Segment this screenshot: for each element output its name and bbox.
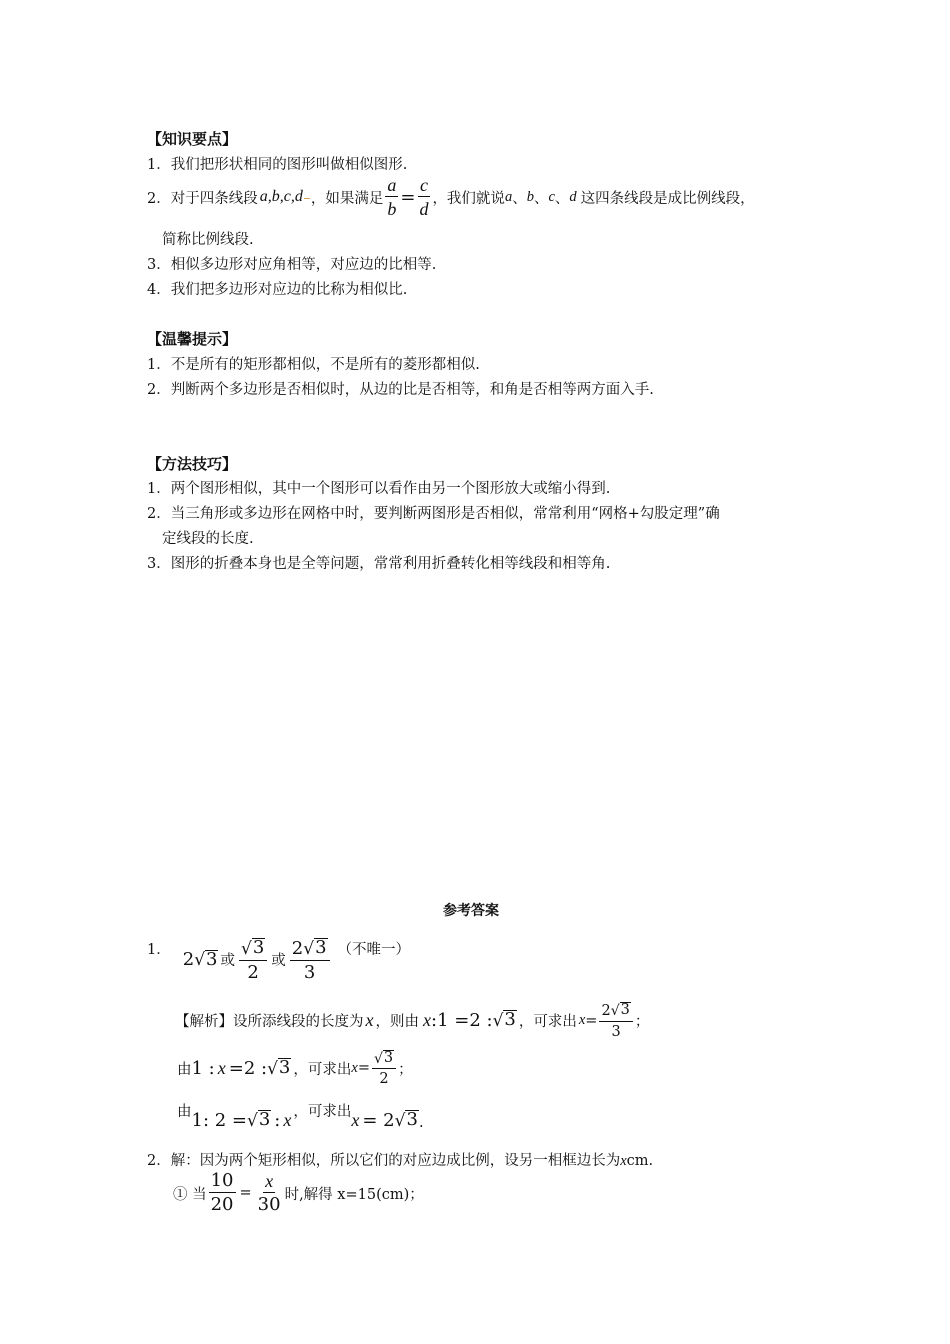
equation-2: 1 : x =2 : √ 3	[191, 1056, 291, 1079]
denominator: 30	[257, 1194, 281, 1215]
answer-1-values	[147, 938, 410, 982]
tips-heading: 【温馨提示】	[147, 330, 238, 348]
numerator: 10	[210, 1170, 234, 1191]
methods-item-3: 3．图形的折叠本身也是全等问题，常常利用折叠转化相等线段和相等角.	[147, 556, 611, 572]
knowledge-heading: 【知识要点】	[147, 130, 238, 148]
can-get: ，可求出	[518, 1014, 577, 1031]
equation-3: 1: 2 = √ 3 : x	[191, 1109, 292, 1131]
methods-item-2: 2．当三角形或多边形在网格中时，要判断两图形是否相似，常常利用“网格+勾股定理”确	[147, 506, 720, 522]
proportion-fraction-right	[417, 176, 430, 218]
equation-part: 1 :	[191, 1057, 215, 1079]
knowledge-item-2	[147, 176, 755, 218]
proportion-fraction-left	[385, 176, 398, 218]
radicand: 3	[258, 1109, 271, 1131]
sep-2: 、	[533, 190, 549, 207]
or-2: 或	[271, 953, 286, 970]
equation-1: x:1 =2 : √ 3	[423, 1009, 516, 1032]
knowledge-item-2-suffix-2: 这四条线段是成比例线段，	[580, 190, 755, 207]
analysis-text: 设所添线段的长度为	[233, 1014, 364, 1031]
var-b: b	[526, 188, 534, 205]
fraction-numerator-a: a	[387, 175, 397, 195]
or-1: 或	[220, 953, 235, 970]
tips-item-1: 1．不是所有的矩形都相似，不是所有的菱形都相似.	[147, 357, 480, 373]
sep-3: 、	[554, 190, 570, 207]
fraction-10-over-20	[209, 1172, 236, 1214]
fraction-x-over-30	[256, 1172, 283, 1214]
answer-2-case-1	[173, 1172, 424, 1214]
equals: =	[585, 1012, 598, 1029]
denominator: 2	[247, 961, 259, 983]
sep-1: 、	[512, 190, 527, 207]
answer-1-step-2	[177, 1050, 413, 1087]
then-from: ，则由	[375, 1014, 419, 1031]
radicand: 3	[315, 937, 327, 958]
answers-title: 参考答案	[443, 903, 499, 919]
knowledge-item-2-continued: 简称比例线段.	[162, 232, 254, 248]
equals: = 2	[362, 1110, 395, 1131]
result-3: x = 2 √ 3	[351, 1109, 418, 1131]
fraction-numerator-c: c	[419, 175, 428, 195]
from: 由	[177, 1104, 192, 1120]
denominator: 2	[379, 1071, 389, 1088]
var-x: x	[423, 1010, 431, 1031]
methods-item-2-continued: 定线段的长度.	[162, 531, 254, 547]
denominator: 20	[210, 1194, 234, 1215]
can-get: ，可求出	[293, 1061, 352, 1078]
result-1-fraction: 2 √ 3 3	[599, 1002, 632, 1039]
radicand: 3	[620, 1002, 630, 1018]
tips-item-2: 2．判断两个多边形是否相似时，从边的比是否相等，和角是否相等两方面入手.	[147, 382, 654, 398]
radicand: 3	[383, 1050, 394, 1066]
fraction-denominator-b: b	[387, 199, 397, 219]
numerator: x	[265, 1171, 274, 1191]
var-a: a	[504, 188, 513, 205]
value-2-root-3: 2 √ 3	[182, 948, 218, 971]
coef: 2	[182, 949, 195, 971]
knowledge-item-1: 1．我们把形状相同的图形叫做相似图形.	[147, 157, 408, 173]
radicand: 3	[504, 1009, 516, 1031]
radicand: 3	[278, 1056, 291, 1078]
knowledge-item-3: 3．相似多边形对应角相等，对应边的比相等.	[147, 257, 437, 273]
radicand: 3	[206, 948, 218, 970]
semicolon: ；	[634, 1014, 650, 1031]
coef: 2	[601, 1003, 611, 1020]
answer-1-step-3	[177, 1100, 424, 1131]
answer-1-number: 1．	[147, 942, 171, 958]
can-get: ，可求出	[293, 1104, 352, 1120]
var-x: x	[217, 1057, 226, 1078]
var-c: c	[548, 188, 555, 205]
semicolon: ；	[398, 1061, 413, 1078]
knowledge-item-2-suffix-1: ，我们就说	[432, 190, 505, 207]
unit: cm.	[626, 1153, 654, 1169]
equation-part: 1: 2 =	[191, 1110, 247, 1131]
edit-marker	[304, 195, 310, 199]
case-1-prefix: ① 当	[173, 1186, 207, 1203]
coef: 2	[291, 937, 304, 959]
period: .	[418, 1115, 424, 1131]
var-d: d	[569, 188, 577, 205]
denominator: 3	[611, 1023, 621, 1040]
methods-item-1: 1．两个图形相似，其中一个图形可以看作由另一个图形放大或缩小得到.	[147, 481, 611, 497]
methods-heading: 【方法技巧】	[147, 455, 238, 473]
equals: =	[239, 1185, 252, 1201]
var-x: x	[351, 1110, 360, 1130]
analysis-label: 【解析】	[175, 1014, 233, 1031]
var-x: x	[351, 1059, 358, 1076]
answer-1-analysis	[175, 1002, 649, 1039]
equals: =	[357, 1060, 370, 1077]
knowledge-item-2-mid: ，如果满足	[310, 190, 384, 207]
case-1-suffix: 时,解得 x=15(cm)；	[284, 1186, 424, 1203]
proportion-equals: =	[400, 186, 416, 208]
value-root3-over-2: √ 3 2	[239, 938, 267, 982]
knowledge-item-2-vars: a,b,c,d	[259, 188, 303, 205]
from: 由	[177, 1061, 192, 1078]
answer-2-prefix: 2．解：因为两个矩形相似，所以它们的对应边成比例，设另一相框边长为	[147, 1153, 621, 1169]
value-2root3-over-3: 2 √ 3 3	[290, 938, 330, 982]
var-x: x	[365, 1010, 374, 1031]
knowledge-item-2-prefix: 2．对于四条线段	[147, 190, 258, 207]
colon: :	[274, 1110, 281, 1131]
result-2-fraction: √ 3 2	[372, 1050, 396, 1087]
var-x: x	[620, 1153, 627, 1169]
answer-2-line-1	[147, 1149, 653, 1170]
denominator: 3	[303, 961, 316, 983]
radicand: 3	[252, 937, 265, 958]
fraction-denominator-d: d	[419, 199, 429, 219]
var-x: x	[578, 1012, 586, 1029]
radicand: 3	[406, 1109, 418, 1131]
equation-part: =2 :	[228, 1057, 268, 1079]
var-x: x	[283, 1110, 292, 1130]
answer-1-note: （不唯一）	[337, 942, 411, 958]
knowledge-item-4: 4．我们把多边形对应边的比称为相似比.	[147, 282, 408, 298]
equation-mid: :1 =2 :	[431, 1010, 493, 1032]
